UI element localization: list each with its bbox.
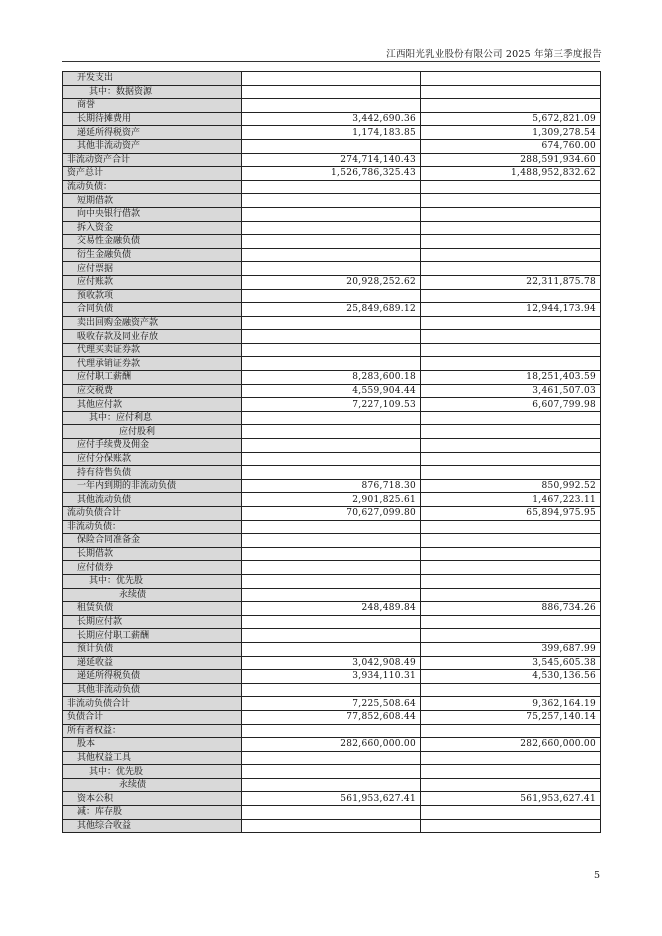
current-period-value xyxy=(242,547,421,561)
current-period-value xyxy=(242,99,421,113)
row-label: 商誉 xyxy=(63,99,242,113)
row-label: 其中：应付利息 xyxy=(63,411,242,425)
balance-sheet-table xyxy=(62,71,601,833)
page-number: 5 xyxy=(593,870,600,881)
current-period-value xyxy=(242,466,421,480)
row-label: 应付账款 xyxy=(63,275,242,289)
current-period-value xyxy=(242,588,421,602)
prior-period-value xyxy=(421,221,601,235)
row-label: 流动负债： xyxy=(63,180,242,194)
row-label: 负债合计 xyxy=(63,710,242,724)
prior-period-value xyxy=(421,72,601,86)
table-row xyxy=(63,85,601,99)
current-period-value: 3,442,690.36 xyxy=(242,112,421,126)
current-period-value xyxy=(242,85,421,99)
prior-period-value: 75,257,140.14 xyxy=(421,710,601,724)
prior-period-value xyxy=(421,574,601,588)
prior-period-value xyxy=(421,357,601,371)
table-row xyxy=(63,384,601,398)
current-period-value xyxy=(242,629,421,643)
current-period-value: 20,928,252.62 xyxy=(242,275,421,289)
prior-period-value xyxy=(421,411,601,425)
row-label: 拆入资金 xyxy=(63,221,242,235)
row-label: 所有者权益： xyxy=(63,724,242,738)
table-row xyxy=(63,724,601,738)
row-label: 非流动资产合计 xyxy=(63,153,242,167)
prior-period-value xyxy=(421,724,601,738)
prior-period-value xyxy=(421,520,601,534)
table-row xyxy=(63,99,601,113)
row-label: 卖出回购金融资产款 xyxy=(63,316,242,330)
table-row xyxy=(63,479,601,493)
current-period-value xyxy=(242,357,421,371)
table-row xyxy=(63,221,601,235)
prior-period-value xyxy=(421,439,601,453)
table-row xyxy=(63,629,601,643)
current-period-value xyxy=(242,615,421,629)
row-label: 非流动负债合计 xyxy=(63,697,242,711)
prior-period-value xyxy=(421,262,601,276)
prior-period-value xyxy=(421,765,601,779)
current-period-value: 1,174,183.85 xyxy=(242,126,421,140)
row-label: 向中央银行借款 xyxy=(63,207,242,221)
row-label: 递延所得税负债 xyxy=(63,670,242,684)
current-period-value xyxy=(242,806,421,820)
current-period-value: 70,627,099.80 xyxy=(242,507,421,521)
prior-period-value xyxy=(421,806,601,820)
prior-period-value xyxy=(421,248,601,262)
row-label: 一年内到期的非流动负债 xyxy=(63,479,242,493)
table-row xyxy=(63,180,601,194)
row-label: 交易性金融负债 xyxy=(63,235,242,249)
row-label: 其他非流动负债 xyxy=(63,683,242,697)
row-label: 其中：数据资源 xyxy=(63,85,242,99)
table-row xyxy=(63,357,601,371)
prior-period-value: 288,591,934.60 xyxy=(421,153,601,167)
prior-period-value: 1,467,223.11 xyxy=(421,493,601,507)
table-row xyxy=(63,588,601,602)
row-label: 应付职工薪酬 xyxy=(63,371,242,385)
row-label: 应付债券 xyxy=(63,561,242,575)
current-period-value xyxy=(242,180,421,194)
current-period-value xyxy=(242,221,421,235)
row-label: 递延所得税资产 xyxy=(63,126,242,140)
table-row xyxy=(63,778,601,792)
prior-period-value: 6,607,799.98 xyxy=(421,398,601,412)
row-label: 短期借款 xyxy=(63,194,242,208)
current-period-value xyxy=(242,235,421,249)
current-period-value xyxy=(242,411,421,425)
current-period-value xyxy=(242,439,421,453)
table-row xyxy=(63,167,601,181)
table-row xyxy=(63,72,601,86)
table-row xyxy=(63,112,601,126)
table-row xyxy=(63,425,601,439)
prior-period-value xyxy=(421,289,601,303)
current-period-value: 248,489.84 xyxy=(242,602,421,616)
current-period-value xyxy=(242,642,421,656)
prior-period-value: 3,461,507.03 xyxy=(421,384,601,398)
table-row xyxy=(63,289,601,303)
row-label: 其他非流动资产 xyxy=(63,139,242,153)
row-label: 预计负债 xyxy=(63,642,242,656)
current-period-value xyxy=(242,343,421,357)
table-row xyxy=(63,602,601,616)
current-period-value xyxy=(242,724,421,738)
prior-period-value xyxy=(421,751,601,765)
row-label: 长期应付职工薪酬 xyxy=(63,629,242,643)
row-label: 其他应付款 xyxy=(63,398,242,412)
prior-period-value: 1,488,952,832.62 xyxy=(421,167,601,181)
row-label: 衍生金融负债 xyxy=(63,248,242,262)
current-period-value: 3,042,908.49 xyxy=(242,656,421,670)
table-row xyxy=(63,343,601,357)
current-period-value xyxy=(242,207,421,221)
current-period-value xyxy=(242,425,421,439)
current-period-value xyxy=(242,534,421,548)
table-row xyxy=(63,574,601,588)
current-period-value xyxy=(242,248,421,262)
table-row xyxy=(63,819,601,833)
current-period-value: 876,718.30 xyxy=(242,479,421,493)
row-label: 吸收存款及同业存放 xyxy=(63,330,242,344)
prior-period-value: 65,894,975.95 xyxy=(421,507,601,521)
row-label: 资产总计 xyxy=(63,167,242,181)
current-period-value: 2,901,825.61 xyxy=(242,493,421,507)
prior-period-value xyxy=(421,778,601,792)
current-period-value xyxy=(242,561,421,575)
balance-sheet-body xyxy=(63,72,601,833)
row-label: 应付股利 xyxy=(63,425,242,439)
current-period-value: 25,849,689.12 xyxy=(242,303,421,317)
table-row xyxy=(63,452,601,466)
table-row xyxy=(63,194,601,208)
row-label: 非流动负债： xyxy=(63,520,242,534)
current-period-value xyxy=(242,330,421,344)
row-label: 股本 xyxy=(63,738,242,752)
table-row xyxy=(63,466,601,480)
table-row xyxy=(63,248,601,262)
row-label: 永续债 xyxy=(63,778,242,792)
table-row xyxy=(63,615,601,629)
table-row xyxy=(63,520,601,534)
header-divider xyxy=(62,61,600,62)
current-period-value xyxy=(242,778,421,792)
prior-period-value: 886,734.26 xyxy=(421,602,601,616)
prior-period-value xyxy=(421,425,601,439)
prior-period-value xyxy=(421,330,601,344)
table-row xyxy=(63,398,601,412)
table-row xyxy=(63,235,601,249)
row-label: 递延收益 xyxy=(63,656,242,670)
prior-period-value xyxy=(421,207,601,221)
table-row xyxy=(63,656,601,670)
table-row xyxy=(63,507,601,521)
table-row xyxy=(63,792,601,806)
prior-period-value xyxy=(421,85,601,99)
row-label: 应交税费 xyxy=(63,384,242,398)
prior-period-value xyxy=(421,343,601,357)
current-period-value: 3,934,110.31 xyxy=(242,670,421,684)
row-label: 应付票据 xyxy=(63,262,242,276)
prior-period-value xyxy=(421,316,601,330)
prior-period-value xyxy=(421,466,601,480)
table-row xyxy=(63,139,601,153)
current-period-value: 282,660,000.00 xyxy=(242,738,421,752)
row-label: 其中：优先股 xyxy=(63,765,242,779)
current-period-value xyxy=(242,819,421,833)
row-label: 合同负债 xyxy=(63,303,242,317)
current-period-value xyxy=(242,289,421,303)
current-period-value: 77,852,608.44 xyxy=(242,710,421,724)
row-label: 开发支出 xyxy=(63,72,242,86)
table-row xyxy=(63,534,601,548)
table-row xyxy=(63,303,601,317)
prior-period-value xyxy=(421,235,601,249)
row-label: 其中：优先股 xyxy=(63,574,242,588)
row-label: 预收款项 xyxy=(63,289,242,303)
prior-period-value xyxy=(421,194,601,208)
current-period-value xyxy=(242,72,421,86)
current-period-value xyxy=(242,765,421,779)
prior-period-value xyxy=(421,561,601,575)
table-row xyxy=(63,738,601,752)
prior-period-value xyxy=(421,180,601,194)
table-row xyxy=(63,330,601,344)
table-row xyxy=(63,153,601,167)
report-header-title: 江西阳光乳业股份有限公司 2025 年第三季度报告 xyxy=(386,49,602,60)
table-row xyxy=(63,642,601,656)
table-row xyxy=(63,371,601,385)
prior-period-value: 561,953,627.41 xyxy=(421,792,601,806)
current-period-value: 1,526,786,325.43 xyxy=(242,167,421,181)
table-row xyxy=(63,411,601,425)
prior-period-value xyxy=(421,452,601,466)
prior-period-value xyxy=(421,629,601,643)
current-period-value xyxy=(242,194,421,208)
table-row xyxy=(63,806,601,820)
row-label: 持有待售负债 xyxy=(63,466,242,480)
prior-period-value: 3,545,605.38 xyxy=(421,656,601,670)
table-row xyxy=(63,751,601,765)
prior-period-value: 12,944,173.94 xyxy=(421,303,601,317)
row-label: 保险合同准备金 xyxy=(63,534,242,548)
prior-period-value xyxy=(421,547,601,561)
prior-period-value: 4,530,136.56 xyxy=(421,670,601,684)
row-label: 代理承销证券款 xyxy=(63,357,242,371)
current-period-value xyxy=(242,520,421,534)
prior-period-value: 850,992.52 xyxy=(421,479,601,493)
prior-period-value xyxy=(421,615,601,629)
row-label: 流动负债合计 xyxy=(63,507,242,521)
table-row xyxy=(63,683,601,697)
row-label: 其他流动负债 xyxy=(63,493,242,507)
prior-period-value: 282,660,000.00 xyxy=(421,738,601,752)
current-period-value: 274,714,140.43 xyxy=(242,153,421,167)
row-label: 代理买卖证券款 xyxy=(63,343,242,357)
prior-period-value xyxy=(421,534,601,548)
current-period-value: 4,559,904.44 xyxy=(242,384,421,398)
table-row xyxy=(63,275,601,289)
prior-period-value xyxy=(421,99,601,113)
row-label: 长期应付款 xyxy=(63,615,242,629)
table-row xyxy=(63,710,601,724)
current-period-value xyxy=(242,452,421,466)
table-row xyxy=(63,547,601,561)
row-label: 其他综合收益 xyxy=(63,819,242,833)
prior-period-value: 18,251,403.59 xyxy=(421,371,601,385)
row-label: 长期待摊费用 xyxy=(63,112,242,126)
row-label: 长期借款 xyxy=(63,547,242,561)
current-period-value xyxy=(242,683,421,697)
current-period-value: 7,225,508.64 xyxy=(242,697,421,711)
current-period-value xyxy=(242,574,421,588)
prior-period-value xyxy=(421,683,601,697)
prior-period-value xyxy=(421,588,601,602)
row-label: 永续债 xyxy=(63,588,242,602)
current-period-value xyxy=(242,316,421,330)
current-period-value: 561,953,627.41 xyxy=(242,792,421,806)
prior-period-value: 9,362,164.19 xyxy=(421,697,601,711)
current-period-value xyxy=(242,751,421,765)
table-row xyxy=(63,561,601,575)
current-period-value xyxy=(242,262,421,276)
prior-period-value: 1,309,278.54 xyxy=(421,126,601,140)
prior-period-value: 22,311,875.78 xyxy=(421,275,601,289)
row-label: 租赁负债 xyxy=(63,602,242,616)
table-row xyxy=(63,493,601,507)
row-label: 应付分保账款 xyxy=(63,452,242,466)
row-label: 资本公积 xyxy=(63,792,242,806)
current-period-value: 8,283,600.18 xyxy=(242,371,421,385)
prior-period-value: 5,672,821.09 xyxy=(421,112,601,126)
table-row xyxy=(63,126,601,140)
prior-period-value: 674,760.00 xyxy=(421,139,601,153)
table-row xyxy=(63,765,601,779)
prior-period-value xyxy=(421,819,601,833)
table-row xyxy=(63,670,601,684)
table-row xyxy=(63,207,601,221)
row-label: 减：库存股 xyxy=(63,806,242,820)
current-period-value: 7,227,109.53 xyxy=(242,398,421,412)
row-label: 其他权益工具 xyxy=(63,751,242,765)
row-label: 应付手续费及佣金 xyxy=(63,439,242,453)
current-period-value xyxy=(242,139,421,153)
table-row xyxy=(63,262,601,276)
table-row xyxy=(63,439,601,453)
table-row xyxy=(63,697,601,711)
table-row xyxy=(63,316,601,330)
prior-period-value: 399,687.99 xyxy=(421,642,601,656)
